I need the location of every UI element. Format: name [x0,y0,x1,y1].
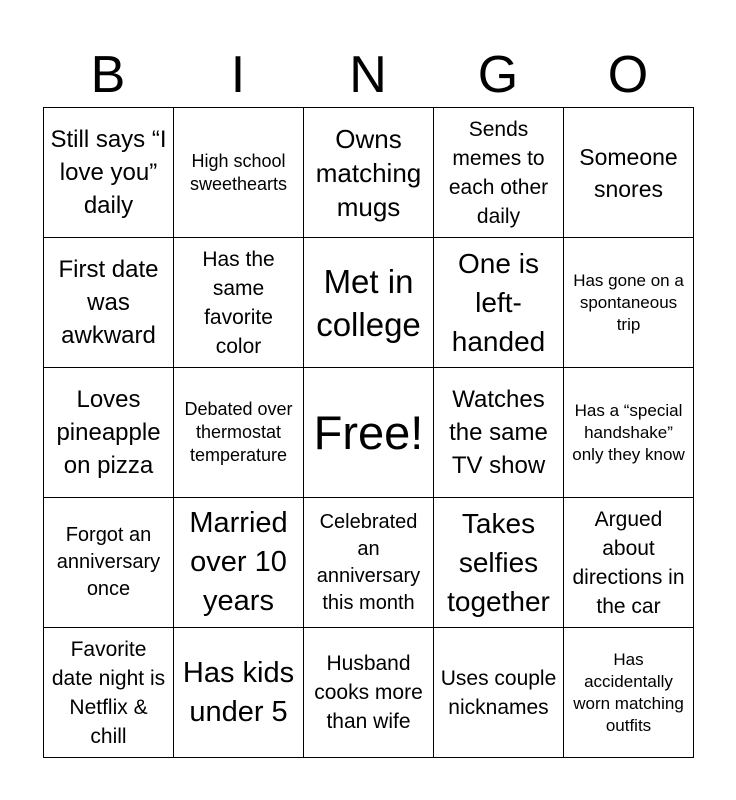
bingo-cell-text: Argued about directions in the car [572,507,685,618]
bingo-cell[interactable] [564,628,694,758]
bingo-cell[interactable] [44,628,174,758]
bingo-cell-text: Someone snores [579,143,678,202]
bingo-cell-text: Met in college [316,262,421,343]
bingo-cell[interactable] [174,628,304,758]
bingo-cell[interactable] [174,108,304,238]
bingo-cell[interactable] [174,368,304,498]
bingo-header [43,44,693,106]
bingo-cell[interactable] [434,628,564,758]
bingo-cell-text: Loves pineapple on pizza [56,386,161,479]
bingo-cell-text: Watches the same TV show [449,386,548,479]
bingo-cell[interactable] [304,238,434,368]
bingo-cell[interactable] [564,238,694,368]
bingo-cell-text: Celebrated an anniversary this month [316,510,421,614]
header-letter-g: G [477,46,519,104]
bingo-cell[interactable] [564,498,694,628]
bingo-cell[interactable] [44,108,174,238]
header-letter-n: N [349,46,387,104]
bingo-cell-text: Forgot an anniversary once [56,524,161,600]
header-letter-o: O [607,46,649,104]
bingo-cell[interactable] [174,238,304,368]
bingo-grid [43,107,694,758]
bingo-cell[interactable] [564,108,694,238]
bingo-cell[interactable] [304,628,434,758]
bingo-cell[interactable] [174,498,304,628]
header-letter-i: I [230,46,246,104]
bingo-cell-text: First date was awkward [58,256,159,349]
bingo-cell-text: Has the same favorite color [202,247,275,358]
bingo-cell-text: High school sweethearts [189,150,288,194]
bingo-cell-text: Has kids under 5 [182,656,295,728]
bingo-cell-text: Married over 10 years [189,507,288,617]
bingo-cell[interactable] [44,238,174,368]
bingo-cell-text: Husband cooks more than wife [314,652,423,733]
bingo-cell-text: Uses couple nicknames [440,666,557,719]
free-space[interactable] [304,368,434,498]
bingo-cell-text: Still says “I love you” daily [50,126,167,219]
bingo-cell-text: Sends memes to each other daily [448,117,549,228]
bingo-cell[interactable] [434,108,564,238]
bingo-cell-text: Has a “special handshake” only they know [572,400,685,464]
bingo-cell-text: Debated over thermostat temperature [184,399,293,465]
bingo-cell-text: Favorite date night is Netflix & chill [51,637,166,748]
bingo-cell-text: Has gone on a spontaneous trip [573,270,684,334]
bingo-cell[interactable] [304,498,434,628]
bingo-cell-text: Owns matching mugs [315,123,422,222]
bingo-cell[interactable] [304,108,434,238]
bingo-cell-text: One is left-handed [451,248,546,357]
bingo-cell-text: Has accidentally worn matching outfits [573,649,684,735]
bingo-cell[interactable] [564,368,694,498]
bingo-cell-text: Takes selfies together [447,508,550,617]
bingo-cell[interactable] [44,498,174,628]
bingo-cell[interactable] [44,368,174,498]
header-letter-b: B [90,46,126,104]
bingo-cell[interactable] [434,368,564,498]
bingo-cell[interactable] [434,238,564,368]
free-space-text: Free! [313,405,424,459]
bingo-cell[interactable] [434,498,564,628]
